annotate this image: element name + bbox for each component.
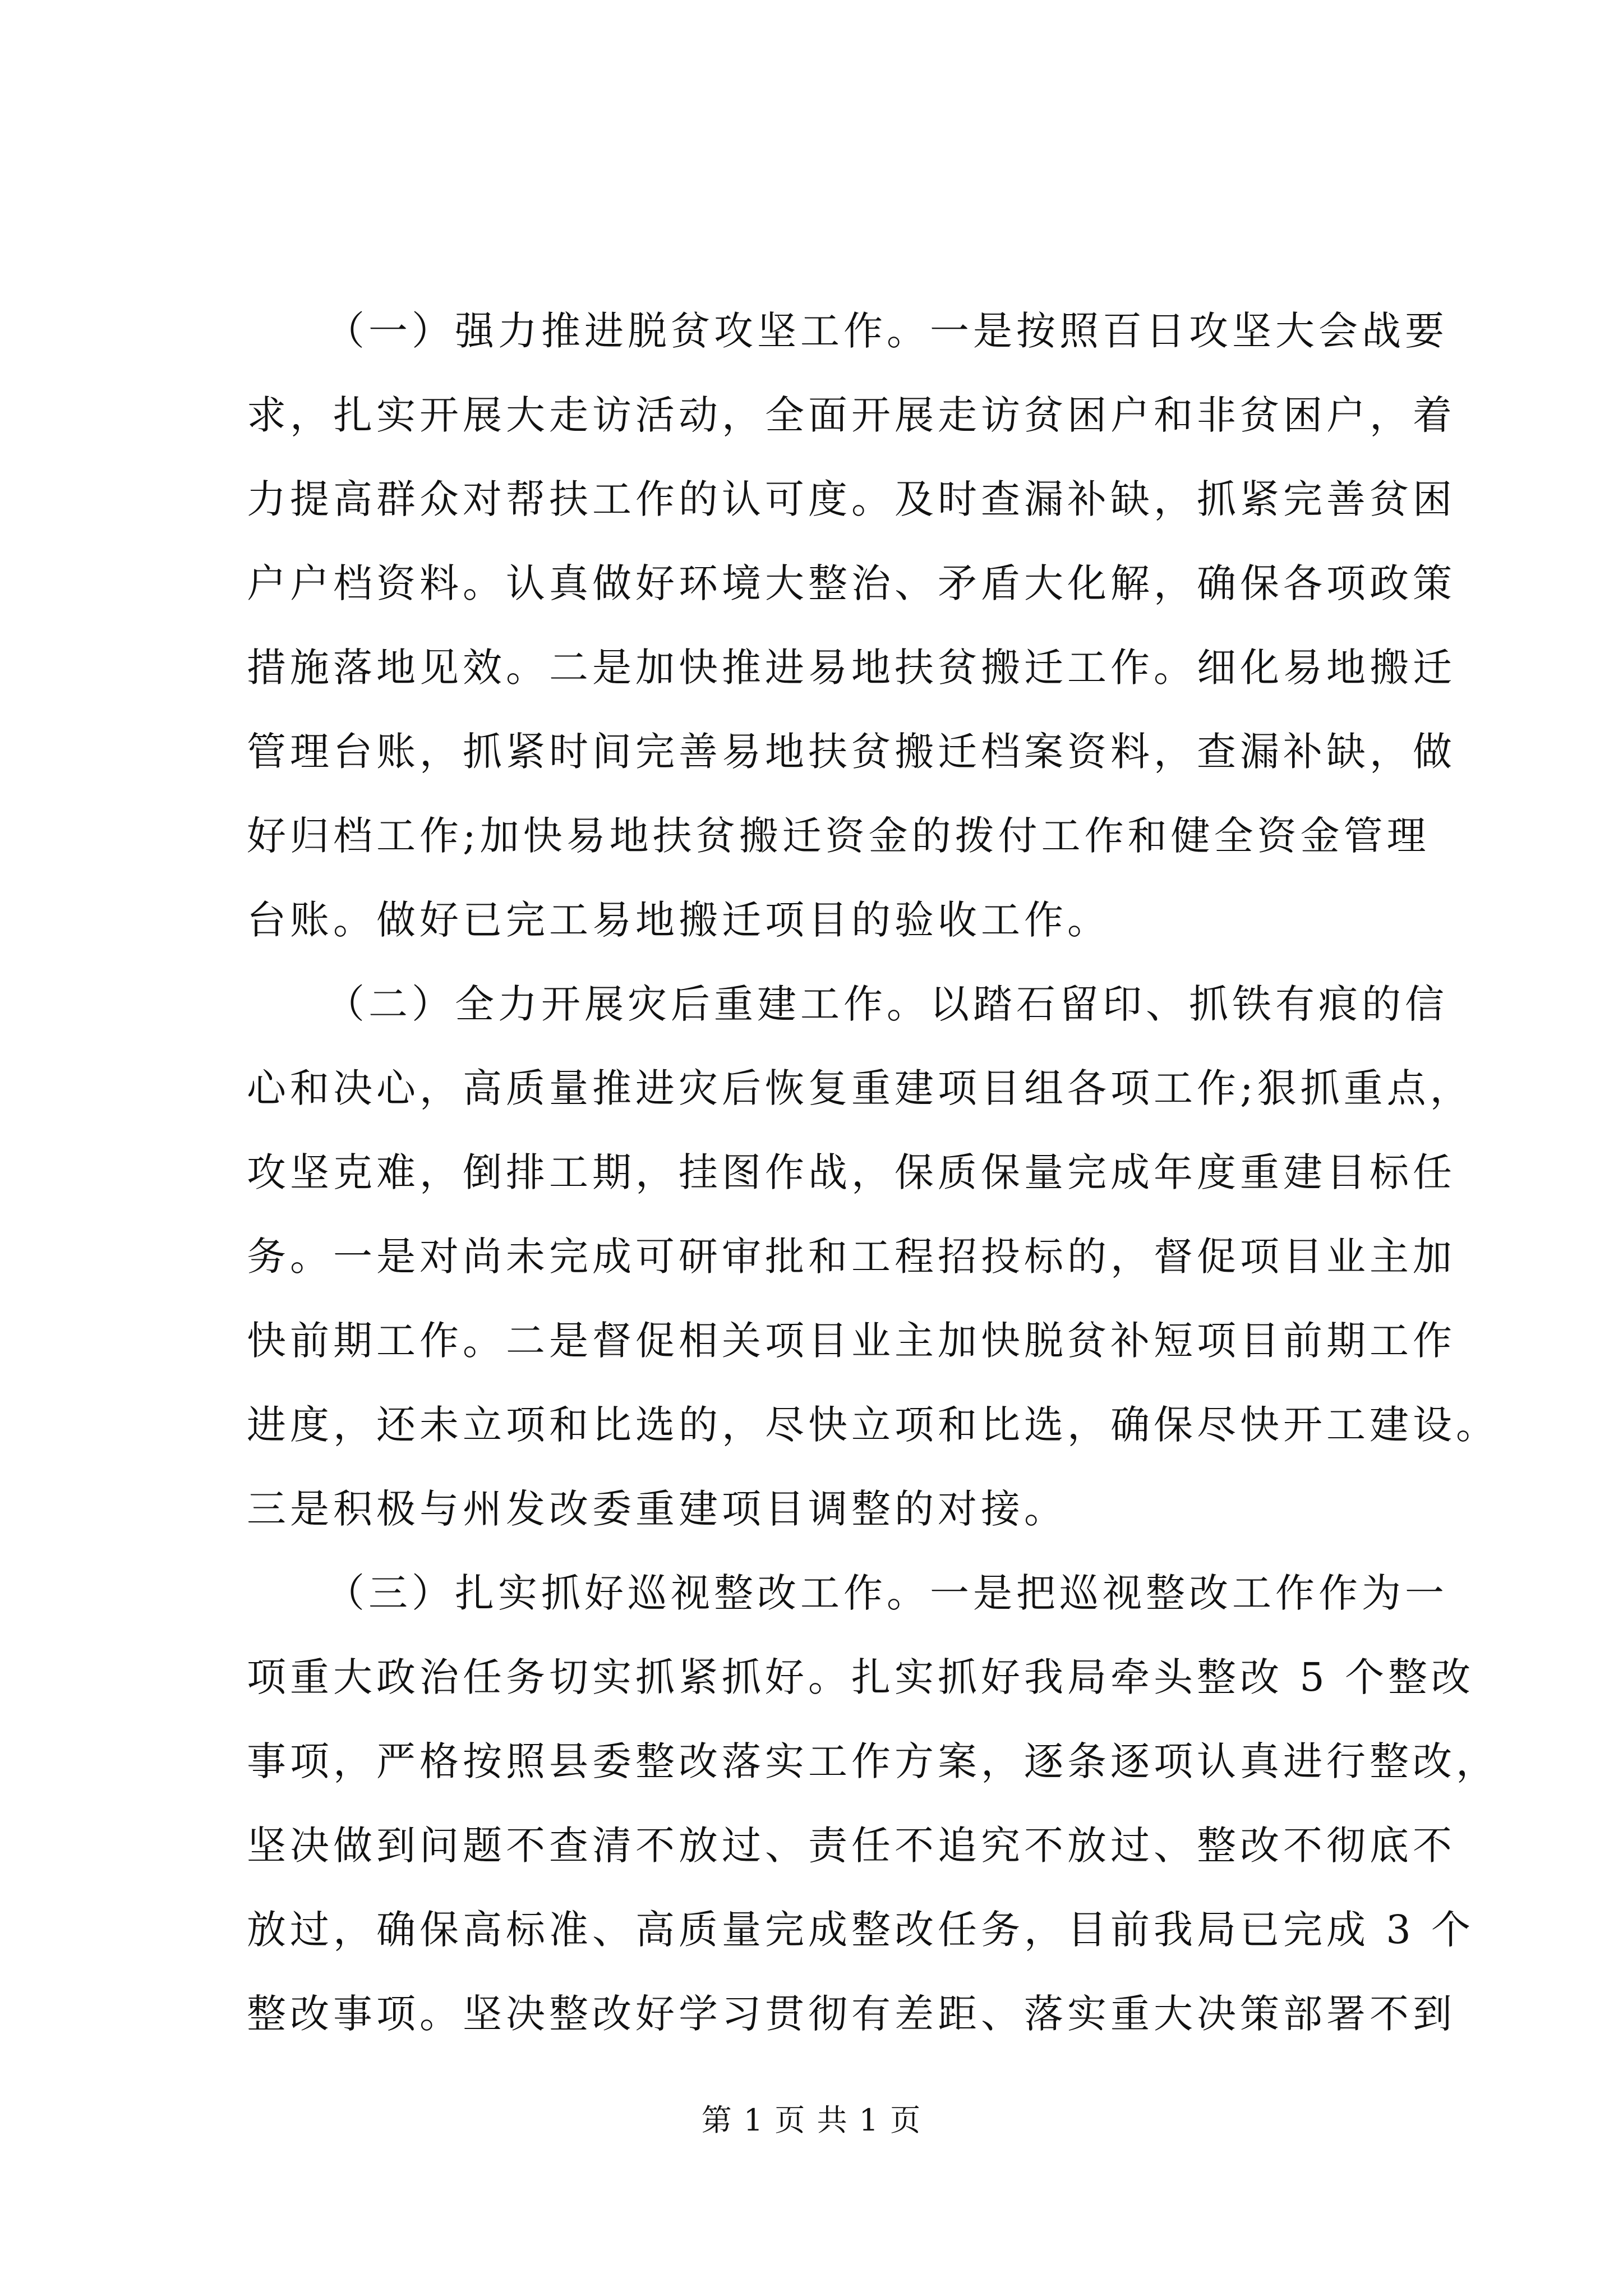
text-line: 求，扎实开展大走访活动，全面开展走访贫困户和非贫困户，着 [247, 392, 1456, 438]
text-line: 好归档工作;加快易地扶贫搬迁资金的拨付工作和健全资金管理 [247, 813, 1430, 859]
text-line: 心和决心，高质量推进灾后恢复重建项目组各项工作;狠抓重点， [247, 1065, 1473, 1111]
text-line: （三）扎实抓好巡视整改工作。一是把巡视整改工作作为一 [325, 1570, 1448, 1616]
paragraph-2 [247, 962, 1499, 1551]
page-number-footer: 第 1 页 共 1 页 [701, 2102, 922, 2138]
text-line: 进度，还未立项和比选的，尽快立项和比选，确保尽快开工建设。 [247, 1402, 1499, 1448]
text-line: 整改事项。坚决整改好学习贯彻有差距、落实重大决策部署不到 [247, 1991, 1456, 2037]
paragraph-3 [247, 1551, 1499, 2056]
text-line: 措施落地见效。二是加快推进易地扶贫搬迁工作。细化易地搬迁 [247, 645, 1456, 691]
text-line: 三是积极与州发改委重建项目调整的对接。 [247, 1486, 1067, 1532]
text-line: 台账。做好已完工易地搬迁项目的验收工作。 [247, 897, 1110, 943]
text-line: 户户档资料。认真做好环境大整治、矛盾大化解，确保各项政策 [247, 560, 1456, 606]
text-line: 项重大政治任务切实抓紧抓好。扎实抓好我局牵头整改 5 个整改 [247, 1654, 1475, 1700]
text-line: 坚决做到问题不查清不放过、责任不追究不放过、整改不彻底不 [247, 1823, 1456, 1869]
paragraph-1 [247, 289, 1456, 962]
text-line: 务。一是对尚未完成可研审批和工程招投标的，督促项目业主加 [247, 1234, 1456, 1280]
text-line: （一）强力推进脱贫攻坚工作。一是按照百日攻坚大会战要 [325, 308, 1448, 354]
text-line: 攻坚克难，倒排工期，挂图作战，保质保量完成年度重建目标任 [247, 1149, 1456, 1195]
text-line: 事项，严格按照县委整改落实工作方案，逐条逐项认真进行整改， [247, 1738, 1499, 1784]
text-line: 管理台账，抓紧时间完善易地扶贫搬迁档案资料，查漏补缺，做 [247, 729, 1456, 775]
text-line: （二）全力开展灾后重建工作。以踏石留印、抓铁有痕的信 [325, 981, 1448, 1027]
text-line: 力提高群众对帮扶工作的认可度。及时查漏补缺，抓紧完善贫困 [247, 476, 1456, 522]
text-line: 放过，确保高标准、高质量完成整改任务，目前我局已完成 3 个 [247, 1907, 1475, 1953]
document-body [247, 289, 1499, 2056]
text-line: 快前期工作。二是督促相关项目业主加快脱贫补短项目前期工作 [247, 1318, 1456, 1364]
